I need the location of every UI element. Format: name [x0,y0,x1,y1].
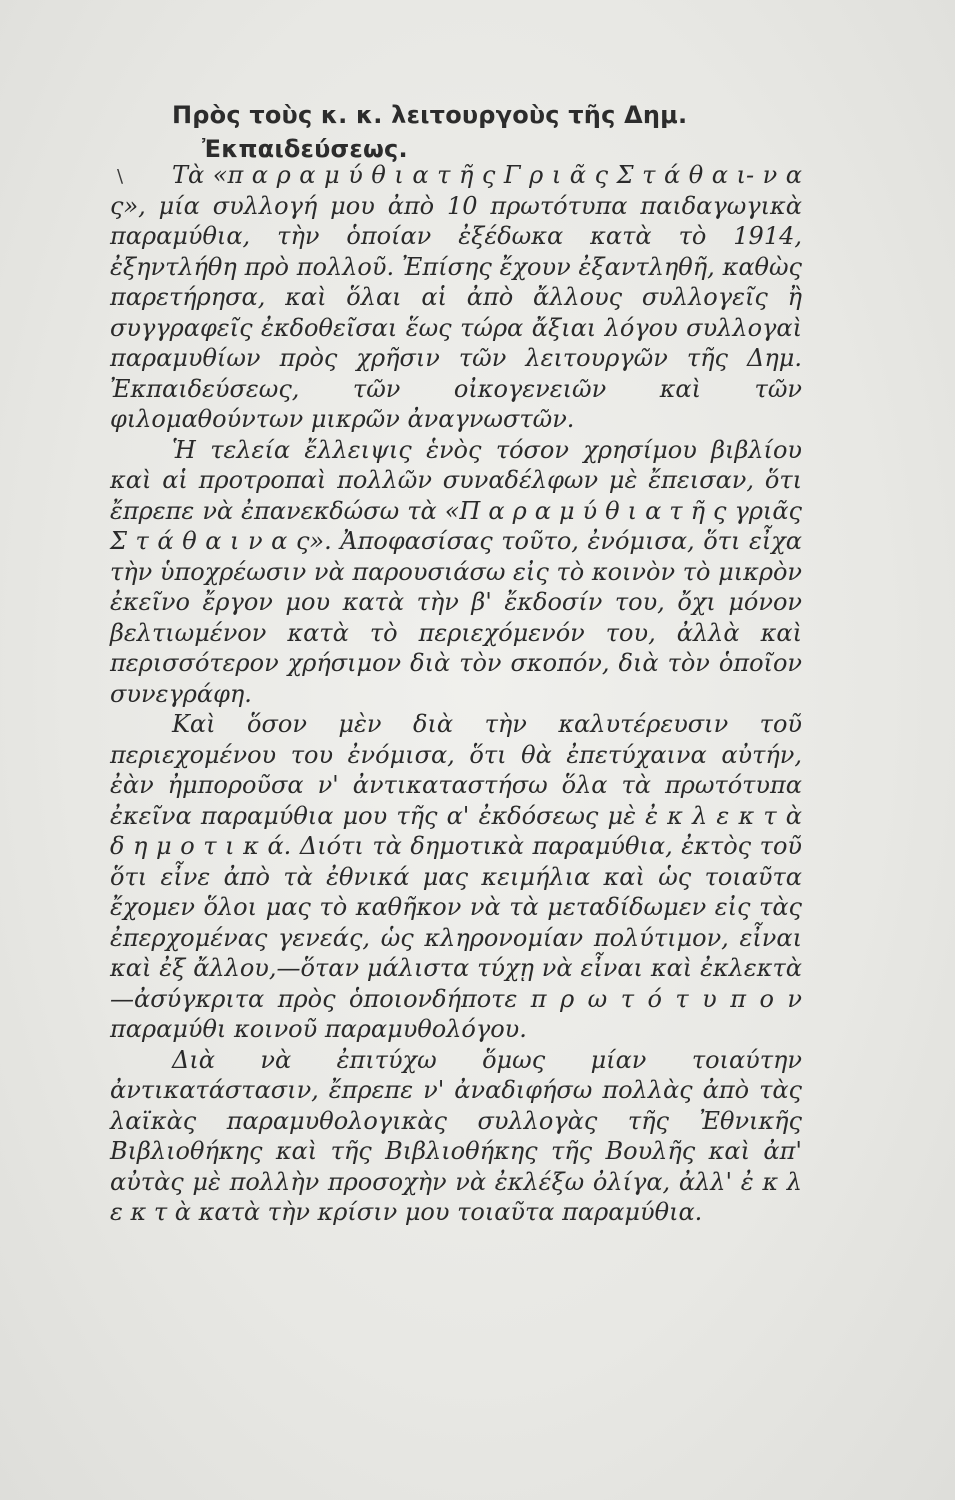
heading-line-2: Ἐκπαιδεύσεως. [202,135,408,163]
heading-line-1: Πρὸς τοὺς κ. κ. λειτουργοὺς τῆς Δημ. [172,101,688,129]
paragraph-3: Καὶ ὅσον μὲν διὰ τὴν καλυτέρευσιν τοῦ περιεχομένου του ἐνόμισα, ὅτι θὰ ἐπετύχαινα αὐτήν, ἐὰν ἠμποροῦσα ν' ἀντικαταστήσω ὅλα τὰ πρωτότυπα ἐκεῖνα παραμύθια μου τῆς α' ἐκδόσεως μὲ ἐ κ λ ε κ τ ὰ δ η μ ο τ ι κ ά. Διότι τὰ δημοτικὰ παραμύθια, ἐκτὸς τοῦ ὅτι εἶνε ἀπὸ τὰ ἐθνικά μας κειμήλια καὶ ὡς τοιαῦτα ἔχομεν ὅλοι μας τὸ καθῆκον νὰ τὰ μεταδίδωμεν εἰς τὰς ἐπερχομένας γενεάς, ὡς κληρονομίαν πολύτιμον, εἶναι καὶ ἐξ ἄλλου,—ὅταν μάλιστα τύχῃ νὰ εἶναι καὶ ἐκλεκτὰ—ἀσύγκριτα πρὸς ὁποιονδήποτε π ρ ω τ ό τ υ π ο ν παραμύθι κοινοῦ παραμυθολόγου. [110,710,802,1043]
page-heading [172,98,812,166]
paragraph-1: Τὰ «π α ρ α μ ύ θ ι α τ ῆ ς Γ ρ ι ᾶ ς Σ τ ά θ α ι- ν α ς», μία συλλογή μου ἀπὸ 10 πρωτότυπα παιδαγωγικὰ παραμύθια, τὴν ὁποίαν ἐξέδωκα κατὰ τὸ 1914, ἐξηντλήθη πρὸ πολλοῦ. Ἐπίσης ἔχουν ἐξαντληθῆ, καθὼς παρετήρησα, καὶ ὅλαι αἱ ἀπὸ ἄλλους συλλογεῖς ἢ συγγραφεῖς ἐκδοθεῖσαι ἕως τώρα ἄξιαι λόγου συλλογαὶ παραμυθίων πρὸς χρῆσιν τῶν λειτουργῶν τῆς Δημ. Ἐκπαιδεύσεως, τῶν οἰκογενειῶν καὶ τῶν φιλομαθούντων μικρῶν ἀναγνωστῶν. [110,161,802,433]
margin-mark: \ [117,166,124,187]
paragraph-2: Ἡ τελεία ἔλλειψις ἑνὸς τόσον χρησίμου βιβλίου καὶ αἱ προτροπαὶ πολλῶν συναδέλφων μὲ ἔπεισαν, ὅτι ἔπρεπε νὰ ἐπανεκδώσω τὰ «Π α ρ α μ ύ θ ι α τ ῆ ς γριᾶς Σ τ ά θ α ι ν α ς». Ἀποφασίσας τοῦτο, ἐνόμισα, ὅτι εἶχα τὴν ὑποχρέωσιν νὰ παρουσιάσω εἰς τὸ κοινὸν τὸ μικρὸν ἐκεῖνο ἔργον μου κατὰ τὴν β' ἔκδοσίν του, ὄχι μόνον βελτιωμένον κατὰ τὸ περιεχόμενόν του, ἀλλὰ καὶ περισσότερον χρήσιμον διὰ τὸν σκοπόν, διὰ τὸν ὁποῖον συνεγράφη. [110,435,802,708]
paragraph-4: Διὰ νὰ ἐπιτύχω ὅμως μίαν τοιαύτην ἀντικατάστασιν, ἔπρεπε ν' ἀναδιφήσω πολλὰς ἀπὸ τὰς λαϊκὰς παραμυθολογικὰς συλλογὰς τῆς Ἐθνικῆς Βιβλιοθήκης καὶ τῆς Βιβλιοθήκης τῆς Βουλῆς καὶ ἀπ' αὐτὰς μὲ πολλὴν προσοχὴν νὰ ἐκλέξω ὀλίγα, ἀλλ' ἐ κ λ ε κ τ ὰ κατὰ τὴν κρίσιν μου τοιαῦτα παραμύθια. [110,1045,802,1226]
body-text [110,160,802,1228]
